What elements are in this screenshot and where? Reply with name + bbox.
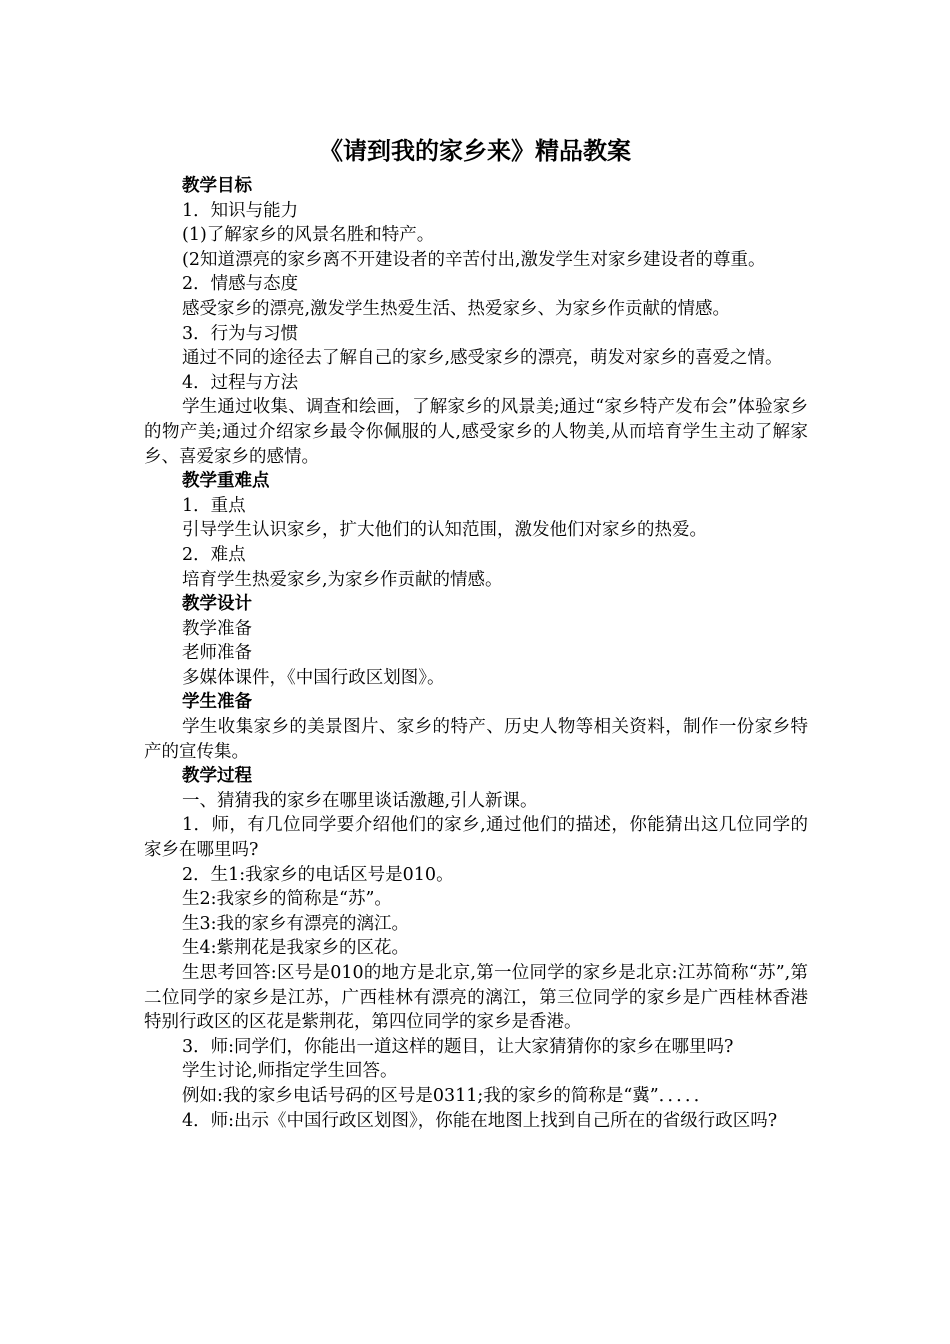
- paragraph: 学生通过收集、调查和绘画，了解家乡的风景美;通过“家乡特产发布会”体验家乡的物产美;通过介绍家乡最令你佩服的人,感受家乡的人物美,从而培育学生主动了解家乡、喜爱家乡的感情。: [144, 397, 808, 467]
- paragraph: 学生收集家乡的美景图片、家乡的特产、历史人物等相关资料，制作一份家乡特产的宣传集。: [144, 717, 808, 762]
- section-heading: 教学过程: [182, 766, 252, 787]
- paragraph: 学生讨论,师指定学生回答。: [182, 1061, 398, 1082]
- paragraph: 生2:我家乡的简称是“苏”。: [182, 889, 392, 910]
- paragraph: 教学准备: [182, 618, 252, 639]
- section-heading: 教学重难点: [182, 471, 270, 492]
- paragraph: 生3:我的家乡有漂亮的漓江。: [182, 913, 410, 934]
- paragraph: 4．过程与方法: [182, 372, 299, 393]
- paragraph: 2．难点: [182, 544, 246, 565]
- paragraph: 感受家乡的漂亮,激发学生热爱生活、热爱家乡、为家乡作贡献的情感。: [182, 298, 731, 319]
- paragraph: 3．师:同学们，你能出一道这样的题目，让大家猜猜你的家乡在哪里吗?: [182, 1036, 734, 1057]
- paragraph: 通过不同的途径去了解自己的家乡,感受家乡的漂亮，萌发对家乡的喜爱之情。: [182, 348, 783, 369]
- paragraph: 2．情感与态度: [182, 274, 299, 295]
- paragraph: 一、猜猜我的家乡在哪里谈话激趣,引人新课。: [182, 790, 538, 811]
- paragraph: 4．师:出示《中国行政区划图》，你能在地图上找到自己所在的省级行政区吗?: [182, 1110, 778, 1131]
- paragraph: (2知道漂亮的家乡离不开建设者的辛苦付出,激发学生对家乡建设者的尊重。: [182, 249, 766, 270]
- section-heading: 学生准备: [182, 692, 252, 713]
- section-heading: 教学目标: [182, 176, 252, 196]
- paragraph: (1)了解家乡的风景名胜和特产。: [182, 225, 435, 246]
- paragraph: 老师准备: [182, 643, 252, 664]
- paragraph: 1．重点: [182, 495, 246, 516]
- paragraph: 生4:紫荆花是我家乡的区花。: [182, 938, 410, 959]
- paragraph: 生思考回答:区号是010的地方是北京,第一位同学的家乡是北京:江苏简称“苏”,第二位同学的家乡是江苏，广西桂林有漂亮的漓江，第三位同学的家乡是广西桂林香港特别行政区的区花是紫荆花，第四位同学的家乡是香港。: [144, 963, 808, 1033]
- paragraph: 2．生1:我家乡的电话区号是010。: [182, 864, 454, 885]
- paragraph: 引导学生认识家乡，扩大他们的认知范围，激发他们对家乡的热爱。: [182, 520, 707, 541]
- paragraph: 例如:我的家乡电话号码的区号是0311;我的家乡的简称是“冀”．．．．．: [182, 1085, 712, 1106]
- paragraph: 3．行为与习惯: [182, 323, 299, 344]
- document-body: [144, 174, 808, 1133]
- paragraph: 多媒体课件，《中国行政区划图》。: [182, 667, 445, 688]
- paragraph: 1．师，有几位同学要介绍他们的家乡,通过他们的描述，你能猜出这几位同学的家乡在哪里吗?: [144, 815, 808, 861]
- document-title: 《请到我的家乡来》精品教案: [319, 137, 631, 165]
- paragraph: 培育学生热爱家乡,为家乡作贡献的情感。: [182, 569, 503, 590]
- paragraph: 1．知识与能力: [182, 200, 299, 221]
- section-heading: 教学设计: [182, 594, 252, 615]
